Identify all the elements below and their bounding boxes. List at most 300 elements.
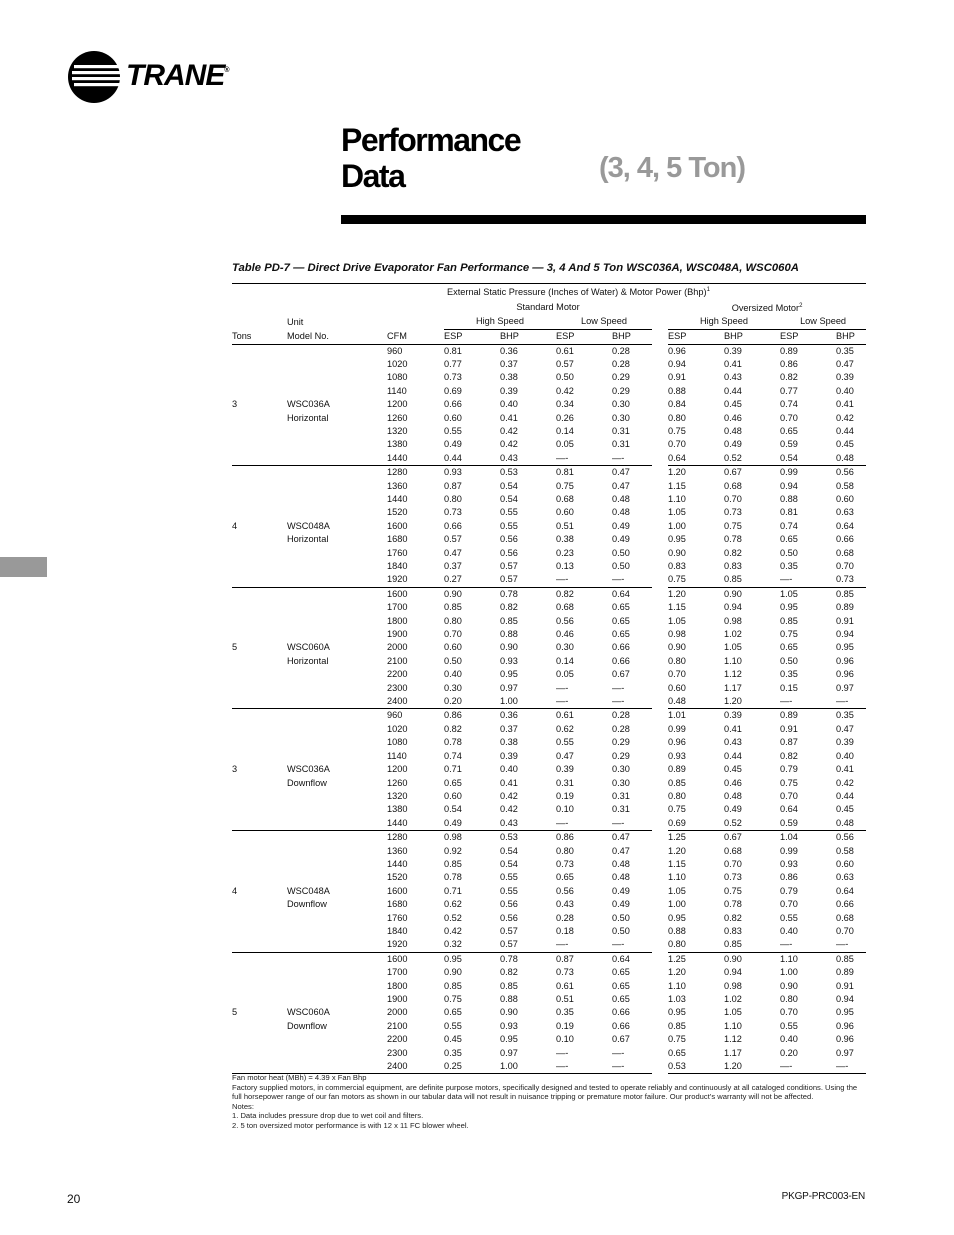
column-gap <box>652 980 668 993</box>
std-high-esp-cell: 0.71 <box>444 885 462 896</box>
std-high-esp-cell: 0.70 <box>444 629 462 640</box>
ovr-high-bhp-cell: 1.10 <box>724 1020 742 1031</box>
model-cell <box>287 480 387 493</box>
ovr-low-bhp-cell: 0.44 <box>836 790 854 801</box>
ovr-low-esp-cell: 0.79 <box>780 764 798 775</box>
cfm-cell: 1440 <box>387 493 408 504</box>
std-low-bhp-cell: —- <box>612 1047 625 1058</box>
table-row <box>232 803 866 816</box>
std-high-esp-cell: 0.54 <box>444 804 462 815</box>
ovr-low-esp-cell: 0.59 <box>780 817 798 828</box>
model-cell: Horizontal <box>287 534 329 545</box>
std-low-esp-cell: 0.68 <box>556 493 574 504</box>
column-gap <box>652 533 668 546</box>
title-rule <box>341 215 866 224</box>
column-gap <box>652 628 668 641</box>
std-high-bhp-cell: 0.95 <box>500 1034 518 1045</box>
tons-cell <box>232 533 287 546</box>
model-cell: WSC060A <box>287 1007 330 1018</box>
ovr-low-bhp-cell: 0.96 <box>836 669 854 680</box>
std-low-esp-cell: 0.65 <box>556 872 574 883</box>
std-high-bhp-cell: 0.88 <box>500 994 518 1004</box>
std-low-bhp-cell: 0.48 <box>612 507 630 518</box>
column-gap <box>652 938 668 952</box>
table-row <box>232 1020 866 1033</box>
ovr-low-bhp-cell: 0.97 <box>836 682 854 693</box>
tons-cell <box>232 695 287 709</box>
ovr-high-bhp-cell: 0.83 <box>724 925 742 936</box>
tons-cell <box>232 858 287 871</box>
std-low-bhp-cell: 0.49 <box>612 520 630 531</box>
std-low-bhp-cell: 0.47 <box>612 466 652 480</box>
std-low-esp-cell: 0.38 <box>556 534 574 545</box>
ovr-high-bhp-cell: 0.43 <box>724 372 742 383</box>
std-high-bhp-cell: 0.41 <box>500 777 518 788</box>
model-no-header: Model No. <box>287 329 387 344</box>
ovr-low-bhp-cell: 0.41 <box>836 399 854 410</box>
tons-cell <box>232 980 287 993</box>
ovr-high-esp-cell: 0.48 <box>668 696 686 707</box>
ovr-high-esp-cell: 0.95 <box>668 1007 686 1018</box>
ovr-low-esp-cell: 0.88 <box>780 493 798 504</box>
tons-cell <box>232 777 287 790</box>
cfm-cell: 1200 <box>387 764 408 775</box>
ovr-high-bhp-cell: 0.52 <box>724 452 742 463</box>
std-high-esp-cell: 0.40 <box>444 669 462 680</box>
std-high-bhp-cell: 0.97 <box>500 1047 518 1058</box>
ovr-high-bhp-cell: 0.75 <box>724 885 742 896</box>
table-row <box>232 858 866 871</box>
table-row <box>232 615 866 628</box>
std-low-bhp-cell: —- <box>612 682 625 693</box>
ovr-high-bhp-cell: 1.17 <box>724 1047 742 1058</box>
ovr-high-esp-cell: 0.91 <box>668 372 686 383</box>
ovr-high-bhp-cell: 0.41 <box>724 358 742 369</box>
std-high-esp-cell: 0.74 <box>444 750 462 761</box>
table-row <box>232 763 866 776</box>
std-low-esp-cell: 0.73 <box>556 858 574 869</box>
std-high-bhp-cell: 1.00 <box>500 696 518 707</box>
ovr-high-bhp-cell: 0.82 <box>724 912 742 923</box>
model-cell <box>287 371 387 384</box>
tons-cell <box>232 790 287 803</box>
title-line-1: Performance <box>341 122 521 158</box>
ovr-high-esp-cell: 0.65 <box>668 1047 686 1058</box>
ovr-low-bhp-cell: —- <box>836 1060 866 1074</box>
ovr-high-esp-cell: 1.10 <box>668 493 686 504</box>
ovr-high-esp-cell: 0.95 <box>668 534 686 545</box>
std-high-bhp-cell: 0.82 <box>500 602 518 613</box>
tons-cell: 3 <box>232 399 238 410</box>
std-low-bhp-cell: 0.64 <box>612 587 652 601</box>
ovr-low-esp-cell: 0.70 <box>780 412 798 423</box>
ovr-low-esp-cell: —- <box>780 1060 836 1074</box>
cfm-cell: 1840 <box>387 561 408 571</box>
column-gap <box>652 723 668 736</box>
std-low-esp-cell: 0.30 <box>556 642 574 653</box>
note-2: 2. 5 ton oversized motor performance is with 12 x 11 FC blower wheel. <box>232 1120 469 1130</box>
std-high-bhp-cell: 0.43 <box>500 817 518 828</box>
std-low-esp-cell: 0.82 <box>556 587 612 601</box>
ovr-low-esp-cell: 0.65 <box>780 425 798 436</box>
cfm-cell: 1320 <box>387 790 408 801</box>
ovr-high-esp-cell: 0.88 <box>668 385 686 396</box>
std-low-esp-cell: 0.75 <box>556 480 574 491</box>
model-cell <box>287 709 387 723</box>
tons-cell <box>232 898 287 911</box>
ovr-high-bhp-cell: 1.20 <box>724 1060 780 1074</box>
model-cell <box>287 966 387 979</box>
ovr-low-esp-cell: 0.81 <box>780 507 798 518</box>
model-cell <box>287 587 387 601</box>
table-row <box>232 966 866 979</box>
tons-cell <box>232 912 287 925</box>
table-row <box>232 777 866 790</box>
ovr-high-esp-cell: 1.00 <box>668 520 686 531</box>
table-row <box>232 560 866 573</box>
ovr-low-esp-cell: 0.70 <box>780 899 798 910</box>
std-low-esp-cell: 0.46 <box>556 629 574 640</box>
model-cell <box>287 560 387 573</box>
std-high-esp-cell: 0.30 <box>444 682 462 693</box>
std-low-esp-cell: 0.19 <box>556 1020 574 1031</box>
ovr-low-esp-cell: 0.54 <box>780 452 798 463</box>
cfm-cell: 1840 <box>387 925 408 936</box>
cfm-cell: 1520 <box>387 872 408 883</box>
column-gap <box>652 573 668 587</box>
std-low-esp-cell: 0.47 <box>556 750 574 761</box>
cfm-cell: 2200 <box>387 669 408 680</box>
table-row <box>232 641 866 654</box>
cfm-cell: 1700 <box>387 967 408 978</box>
std-high-esp-cell: 0.73 <box>444 372 462 383</box>
std-high-esp-cell: 0.92 <box>444 845 462 856</box>
ovr-high-esp-cell: 0.53 <box>668 1060 724 1074</box>
std-high-esp-cell: 0.60 <box>444 412 462 423</box>
std-high-bhp-cell: 0.93 <box>500 1020 518 1031</box>
tons-cell <box>232 452 287 466</box>
ovr-high-bhp-cell: 0.67 <box>724 831 780 845</box>
column-gap <box>652 493 668 506</box>
ovr-high-bhp-cell: 0.49 <box>724 439 742 450</box>
std-low-bhp-cell: —- <box>612 1060 652 1074</box>
ovr-high-esp-cell: 0.88 <box>668 925 686 936</box>
ovr-low-esp-cell: 0.85 <box>780 615 798 626</box>
ovr-high-esp-cell: 1.01 <box>668 709 724 723</box>
ovr-low-esp-cell: 0.86 <box>780 358 798 369</box>
ovr-low-esp-cell: 0.82 <box>780 750 798 761</box>
std-high-esp-cell: 0.49 <box>444 817 462 828</box>
ovr-high-bhp-cell: 1.17 <box>724 682 742 693</box>
model-cell <box>287 425 387 438</box>
model-cell <box>287 1060 387 1074</box>
tons-cell <box>232 466 287 480</box>
std-low-bhp-cell: —- <box>612 574 625 585</box>
ovr-high-esp-cell: 0.94 <box>668 358 686 369</box>
model-cell <box>287 385 387 398</box>
ovr-low-bhp-cell: 0.66 <box>836 534 854 545</box>
column-gap <box>652 1033 668 1046</box>
std-high-bhp-cell: 0.54 <box>500 493 518 504</box>
ovr-high-bhp-cell: 0.39 <box>724 344 780 358</box>
std-low-esp-cell: —- <box>556 452 569 463</box>
ovr-high-esp-cell: 1.10 <box>668 872 686 883</box>
std-high-bhp-cell: 0.90 <box>500 1007 518 1018</box>
ovr-high-esp-cell: 0.70 <box>668 669 686 680</box>
std-high-esp-cell: 0.90 <box>444 967 462 978</box>
std-high-esp-cell: 0.85 <box>444 980 462 991</box>
cfm-cell: 1440 <box>387 817 408 828</box>
ovr-high-esp-cell: 0.80 <box>668 655 686 666</box>
std-high-bhp-cell: 0.57 <box>500 939 518 950</box>
model-cell <box>287 790 387 803</box>
std-high-bhp-cell: 0.88 <box>500 629 518 640</box>
ovr-high-bhp-cell: 0.68 <box>724 480 742 491</box>
tons-cell <box>232 803 287 816</box>
model-cell <box>287 547 387 560</box>
std-low-bhp-cell: 0.66 <box>612 655 630 666</box>
esp-header: ESP <box>668 329 724 344</box>
ovr-high-bhp-cell: 0.45 <box>724 399 742 410</box>
std-low-bhp-cell: —- <box>612 817 625 828</box>
ovr-high-esp-cell: 0.80 <box>668 412 686 423</box>
cfm-cell: 1760 <box>387 547 408 558</box>
ovr-low-bhp-cell: 0.35 <box>836 344 866 358</box>
tons-cell <box>232 668 287 681</box>
ovr-low-esp-cell: 0.86 <box>780 872 798 883</box>
ovr-high-bhp-cell: 0.94 <box>724 602 742 613</box>
std-low-bhp-cell: 0.66 <box>612 642 630 653</box>
std-high-bhp-cell: 0.55 <box>500 507 518 518</box>
ovr-high-bhp-cell: 0.41 <box>724 723 742 734</box>
model-cell <box>287 573 387 587</box>
column-gap <box>652 966 668 979</box>
ovr-high-bhp-cell: 0.46 <box>724 412 742 423</box>
std-high-speed-header: High Speed <box>444 315 556 329</box>
table-row <box>232 1033 866 1046</box>
notes-label: Notes: <box>232 1101 254 1111</box>
tons-cell <box>232 385 287 398</box>
table-row <box>232 358 866 371</box>
std-low-esp-cell: 0.10 <box>556 804 574 815</box>
std-low-bhp-cell: 0.47 <box>612 480 630 491</box>
ovr-high-esp-cell: 0.75 <box>668 425 686 436</box>
ovr-low-bhp-cell: 0.48 <box>836 452 854 463</box>
ovr-low-bhp-cell: 0.96 <box>836 655 854 666</box>
ovr-high-esp-cell: 1.15 <box>668 858 686 869</box>
page-subtitle: (3, 4, 5 Ton) <box>599 152 745 184</box>
column-gap <box>652 682 668 695</box>
ovr-high-esp-cell: 0.84 <box>668 399 686 410</box>
std-low-esp-cell: 0.43 <box>556 899 574 910</box>
tons-cell: 4 <box>232 885 238 896</box>
std-low-esp-cell: 0.14 <box>556 655 574 666</box>
std-low-esp-cell: —- <box>556 939 569 950</box>
ovr-low-bhp-cell: 0.96 <box>836 1020 854 1031</box>
table-row <box>232 790 866 803</box>
column-gap <box>652 438 668 451</box>
table-row <box>232 723 866 736</box>
ovr-high-esp-cell: 0.96 <box>668 737 686 748</box>
tons-cell <box>232 993 287 1006</box>
model-cell <box>287 344 387 358</box>
ovr-low-bhp-cell: 0.94 <box>836 994 854 1004</box>
table-row <box>232 695 866 709</box>
table-row <box>232 980 866 993</box>
ovr-low-bhp-cell: 0.45 <box>836 439 854 450</box>
tons-cell <box>232 952 287 966</box>
model-cell: WSC036A <box>287 399 330 410</box>
ovr-low-esp-cell: 0.55 <box>780 1020 798 1031</box>
std-high-bhp-cell: 0.37 <box>500 358 518 369</box>
ovr-low-bhp-cell: 0.96 <box>836 1034 854 1045</box>
ovr-high-esp-cell: 1.15 <box>668 480 686 491</box>
ovr-high-bhp-cell: 0.78 <box>724 534 742 545</box>
ovr-low-esp-cell: 0.20 <box>780 1047 798 1058</box>
std-high-bhp-cell: 0.56 <box>500 912 518 923</box>
tons-cell <box>232 560 287 573</box>
ovr-low-speed-header: Low Speed <box>780 315 866 329</box>
std-low-bhp-cell: 0.29 <box>612 385 630 396</box>
std-high-esp-cell: 0.85 <box>444 858 462 869</box>
column-gap <box>652 385 668 398</box>
std-high-bhp-cell: 0.54 <box>500 480 518 491</box>
std-high-esp-cell: 0.52 <box>444 912 462 923</box>
ovr-low-esp-cell: 0.82 <box>780 372 798 383</box>
cfm-cell: 960 <box>387 709 444 723</box>
table-row <box>232 736 866 749</box>
ovr-high-esp-cell: 0.85 <box>668 777 686 788</box>
ovr-high-esp-cell: 1.05 <box>668 615 686 626</box>
ovr-high-bhp-cell: 1.20 <box>724 696 742 707</box>
cfm-cell: 2300 <box>387 682 408 693</box>
column-gap <box>652 763 668 776</box>
std-high-bhp-cell: 0.36 <box>500 344 556 358</box>
column-gap <box>652 1020 668 1033</box>
tons-cell <box>232 601 287 614</box>
column-gap <box>652 452 668 466</box>
ovr-low-esp-cell: 0.74 <box>780 520 798 531</box>
ovr-high-bhp-cell: 0.78 <box>724 899 742 910</box>
ovr-low-bhp-cell: 0.47 <box>836 723 854 734</box>
ovr-high-bhp-cell: 1.12 <box>724 669 742 680</box>
bhp-header: BHP <box>724 329 780 344</box>
ovr-high-esp-cell: 0.89 <box>668 764 686 775</box>
note-1: 1. Data includes pressure drop due to wet coil and filters. <box>232 1111 424 1121</box>
tons-cell <box>232 736 287 749</box>
column-gap <box>652 777 668 790</box>
column-gap <box>652 358 668 371</box>
std-low-bhp-cell: 0.31 <box>612 790 630 801</box>
std-low-esp-cell: 0.56 <box>556 885 574 896</box>
ovr-low-bhp-cell: 0.89 <box>836 967 854 978</box>
std-high-esp-cell: 0.82 <box>444 723 462 734</box>
std-high-bhp-cell: 0.56 <box>500 547 518 558</box>
std-low-esp-cell: 0.05 <box>556 439 574 450</box>
ovr-low-esp-cell: 0.65 <box>780 534 798 545</box>
table-header <box>232 284 866 345</box>
table-row <box>232 398 866 411</box>
std-low-esp-cell: 0.42 <box>556 385 574 396</box>
tons-cell <box>232 966 287 979</box>
std-high-esp-cell: 0.60 <box>444 790 462 801</box>
std-low-esp-cell: 0.28 <box>556 912 574 923</box>
cfm-cell: 2200 <box>387 1034 408 1045</box>
column-gap <box>652 750 668 763</box>
std-high-esp-cell: 0.47 <box>444 547 462 558</box>
model-cell: WSC060A <box>287 642 330 653</box>
ovr-high-esp-cell: 0.93 <box>668 750 686 761</box>
cfm-cell: 1260 <box>387 777 408 788</box>
table-row <box>232 925 866 938</box>
column-gap <box>652 668 668 681</box>
std-high-esp-cell: 0.66 <box>444 520 462 531</box>
column-gap <box>652 736 668 749</box>
ovr-low-bhp-cell: 0.56 <box>836 466 866 480</box>
std-low-bhp-cell: 0.49 <box>612 899 630 910</box>
cfm-cell: 1260 <box>387 412 408 423</box>
tons-cell <box>232 817 287 831</box>
std-low-esp-cell: 0.18 <box>556 925 574 936</box>
std-high-bhp-cell: 0.39 <box>500 385 518 396</box>
cfm-cell: 1600 <box>387 520 408 531</box>
ovr-high-esp-cell: 0.60 <box>668 682 686 693</box>
std-low-esp-cell: 0.61 <box>556 344 612 358</box>
cfm-cell: 960 <box>387 344 444 358</box>
tons-cell <box>232 723 287 736</box>
ovr-high-speed-header: High Speed <box>668 315 780 329</box>
std-high-esp-cell: 0.69 <box>444 385 462 396</box>
ovr-low-bhp-cell: 0.97 <box>836 1047 854 1058</box>
std-high-bhp-cell: 0.39 <box>500 750 518 761</box>
ovr-low-esp-cell: 0.79 <box>780 885 798 896</box>
page-number: 20 <box>67 1192 81 1206</box>
column-gap <box>652 1006 668 1019</box>
tons-cell: 5 <box>232 642 238 653</box>
ovr-low-bhp-cell: 0.47 <box>836 358 854 369</box>
cfm-cell: 1020 <box>387 723 408 734</box>
std-low-esp-cell: 0.73 <box>556 967 574 978</box>
ovr-low-esp-cell: 0.95 <box>780 602 798 613</box>
ovr-low-esp-cell: 0.89 <box>780 709 836 723</box>
std-low-bhp-cell: 0.67 <box>612 669 630 680</box>
std-high-bhp-cell: 0.55 <box>500 872 518 883</box>
ovr-low-bhp-cell: 0.41 <box>836 764 854 775</box>
tons-cell <box>232 750 287 763</box>
tons-cell <box>232 587 287 601</box>
ovr-high-esp-cell: 1.20 <box>668 845 686 856</box>
column-gap <box>652 871 668 884</box>
cfm-cell: 1280 <box>387 466 444 480</box>
tons-cell <box>232 506 287 519</box>
column-gap <box>652 466 668 480</box>
model-cell <box>287 925 387 938</box>
std-high-esp-cell: 0.77 <box>444 358 462 369</box>
std-low-bhp-cell: 0.29 <box>612 372 630 383</box>
std-low-esp-cell: 0.34 <box>556 399 574 410</box>
std-high-bhp-cell: 0.53 <box>500 831 556 845</box>
column-gap <box>652 817 668 831</box>
std-high-bhp-cell: 0.57 <box>500 561 518 571</box>
bhp-header: BHP <box>500 329 556 344</box>
std-low-bhp-cell: 0.47 <box>612 845 630 856</box>
tons-cell: 4 <box>232 520 238 531</box>
ovr-low-esp-cell: 0.99 <box>780 845 798 856</box>
table-row <box>232 912 866 925</box>
model-cell: Horizontal <box>287 655 329 666</box>
ovr-high-esp-cell: 0.96 <box>668 344 724 358</box>
column-gap <box>652 520 668 533</box>
